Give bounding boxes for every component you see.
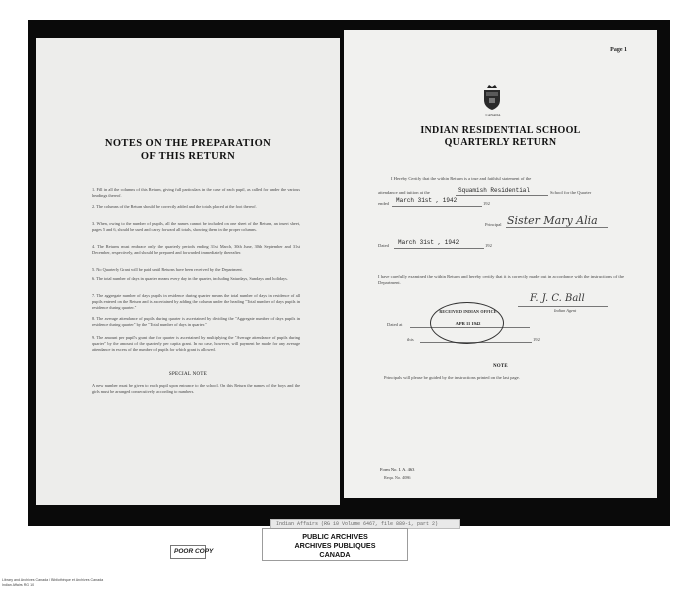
principal-signature: Sister Mary Alia <box>507 214 598 227</box>
requisition-number: Requ. No. 4086 <box>384 475 411 480</box>
return-page <box>344 30 657 498</box>
credit-line-1: Library and Archives Canada / Bibliothèque et Archives Canada <box>2 578 104 582</box>
note-item-3: 3. When, owing to the number of pupils, all the names cannot be included on one sheet of the Return, an insert sheet, pages 5 and 6, should be used and carry forward all totals, showing them in the proper columns. <box>92 221 300 232</box>
credit-line-2: Indian Affairs RG 10 <box>2 583 35 587</box>
note-item-2: 2. The columns of the Return should be correctly added and the totals placed at the foot thereof. <box>92 204 257 209</box>
note-item-8: 8. The average attendance of pupils during quarter is ascertained by dividing the "Aggregate number of days pupils in residence during quarter" by the "Total number of days in quarter." <box>92 316 300 327</box>
stamp-text: RECEIVED INDIAN OFFICE <box>439 309 497 314</box>
notes-title-line1: NOTES ON THE PREPARATION <box>104 138 272 149</box>
archives-label-line1: PUBLIC ARCHIVES <box>302 532 368 541</box>
archives-label-line2: ARCHIVES PUBLIQUES <box>294 541 376 550</box>
special-note-text: A new number must be given to each pupil upon entrance to the school. On this Return the names of the boys and the girls must be arranged consecutively according to numbers. <box>92 383 300 394</box>
school-name-field: Squamish Residential <box>458 187 531 194</box>
agent-label: Indian Agent <box>554 308 577 313</box>
crest-caption: CANADA <box>485 113 501 117</box>
stamp-date: APR 11 1942 <box>455 321 481 326</box>
page-number: Page 1 <box>610 47 627 53</box>
reference-text: Indian Affairs (RG 10 Volume 6467, file 889-1, part 2) <box>276 521 439 527</box>
note-item-5: 5. No Quarterly Grant will be paid until Returns have been received by the Department. <box>92 267 243 272</box>
dated-label: Dated <box>378 243 389 248</box>
agent-signature: F. J. C. Ball <box>530 293 585 304</box>
poor-copy-text: POOR COPY <box>174 548 214 555</box>
note-item-7: 7. The aggregate number of days pupils in residence during quarter means the total number of days in residence of all pupils entered on the Return and is ascertained by adding the column under the heading "Total number of days pupils in residence during quarter." <box>92 293 300 310</box>
archives-label-line3: CANADA <box>319 550 351 559</box>
quarter-ended-field: March 31st , 1942 <box>396 197 458 204</box>
attendance-prefix: attendance and tuition at the <box>378 190 430 195</box>
return-title-line2: QUARTERLY RETURN <box>444 137 557 148</box>
attendance-suffix: School for the Quarter <box>550 190 592 195</box>
form-number: Form No. I. A. 463 <box>380 467 415 472</box>
notes-page <box>36 38 340 505</box>
poor-copy-label <box>170 545 214 559</box>
examined-text: I have carefully examined the within Return and hereby certify that it is correctly made out in accordance with the instructions of the Department. <box>378 274 624 285</box>
note-item-9: 9. The amount per pupil's grant due for quarter is ascertained by multiplying the "Average attendance of pupils during quarter" by the amount of the quarterly per capita grant. In no case, however, will payment be made for any average attendance in excess of the number of pupils for which grant is allowed. <box>92 335 300 352</box>
ended-year-suffix: 192 <box>483 201 490 206</box>
this-label: this <box>407 337 414 342</box>
note-title: NOTE <box>493 364 508 369</box>
note-item-1: 1. Fill in all the columns of this Return, giving full particulars in the case of each pupil, as called for under the various headings thereof. <box>92 187 300 198</box>
crest-icon <box>481 84 503 112</box>
received-stamp <box>430 302 504 344</box>
dated-at-label: Dated at <box>387 322 403 327</box>
note-item-4: 4. The Returns must embrace only the quarterly periods ending 31st March, 30th June, 30th September and 31st December, respectively, and should be prepared and forwarded immediately thereafter. <box>92 244 300 255</box>
principal-label: Principal <box>485 222 502 227</box>
ended-label: ended <box>378 201 389 206</box>
special-note-title: SPECIAL NOTE <box>168 372 208 377</box>
archives-label <box>262 528 408 561</box>
notes-title-line2: OF THIS RETURN <box>140 151 236 162</box>
dated-year-suffix: 192 <box>485 243 492 248</box>
return-title-line1: INDIAN RESIDENTIAL SCHOOL <box>420 125 581 136</box>
certify-text: I Hereby Certify that the within Return is a true and faithful statement of the <box>391 176 532 181</box>
dated-field: March 31st , 1942 <box>398 239 460 246</box>
this-year-suffix: 192 <box>533 337 540 342</box>
note-item-6: 6. The total number of days in quarter means every day in the quarter, including Saturdays, Sundays and holidays. <box>92 276 288 281</box>
note-text: Principals will please be guided by the instructions printed on the last page. <box>384 375 520 380</box>
